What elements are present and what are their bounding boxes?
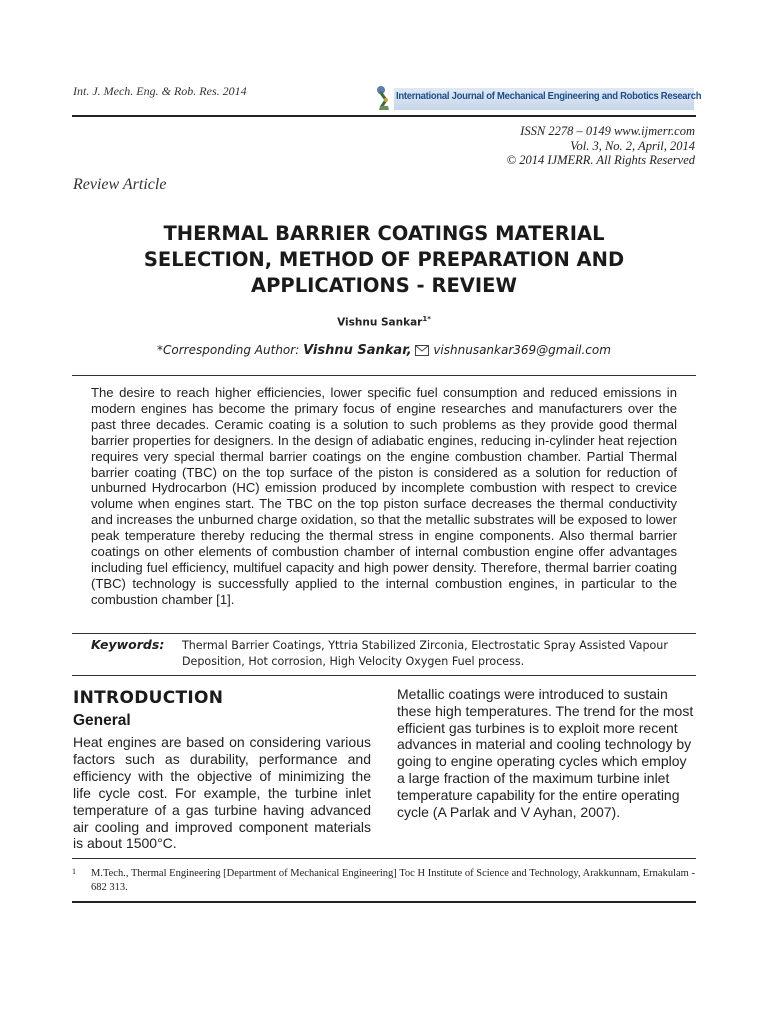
- author-marks: 1*: [422, 315, 431, 323]
- subsection-heading: General: [73, 712, 131, 729]
- corresponding-email[interactable]: vishnusankar369@gmail.com: [433, 343, 611, 357]
- article-type: Review Article: [73, 176, 167, 193]
- author-name: Vishnu Sankar: [337, 316, 423, 329]
- section-heading: INTRODUCTION: [73, 688, 224, 708]
- footnote-text: M.Tech., Thermal Engineering [Department of Mechanical Engineering] Toc H Institute of Science and Technology, Arakkunnam, Ernakulam - 682 313.: [91, 868, 695, 893]
- envelope-icon: [415, 345, 429, 356]
- corresponding-author: [73, 343, 695, 358]
- footnote-rule: [72, 858, 696, 859]
- journal-logo: [372, 84, 702, 112]
- title-line: APPLICATIONS - REVIEW: [251, 274, 517, 297]
- keywords-label: Keywords:: [91, 637, 165, 652]
- footer-rule: [72, 901, 696, 903]
- copyright-line: © 2014 IJMERR. All Rights Reserved: [506, 153, 695, 167]
- abstract-top-rule: [72, 375, 696, 376]
- abstract-text: The desire to reach higher efficiencies, lower specific fuel consumption and reduced emissions in modern engines has become the primary focus of engine researches and manufacturers over the past three decades. Ceramic coating is a solution to such problems as they provide good thermal barrier properties for designers. In the design of adiabatic engines, reducing in-cylinder heat rejection requires very special thermal barrier coatings on the engine combustion chamber. Partial Thermal barrier coating (TBC) on the top surface of the piston is considered as a solution for reduction of unburned Hydrocarbon (HC) emission produced by incomplete combustion with respect to crevice volume when engines start. The TBC on the top piston surface decreases the thermal conductivity and increases the unburned charge oxidation, so that the metallic substrates will be exposed to lower peak temperature thereby reducing the thermal stress in engine components. Also thermal barrier coatings on other elements of combustion chamber of internal combustion engine offer advantages including fuel efficiency, multifuel capacity and high power density. Therefore, thermal barrier coating (TBC) technology is successfully applied to the internal combustion engines, in particular to the combustion chamber [1].: [91, 385, 677, 607]
- title-line: THERMAL BARRIER COATINGS MATERIAL: [163, 222, 605, 245]
- journal-abbreviation: Int. J. Mech. Eng. & Rob. Res. 2014: [73, 84, 247, 98]
- volume-line: Vol. 3, No. 2, April, 2014: [570, 139, 695, 153]
- keywords-bottom-rule: [72, 675, 696, 676]
- header-rule: [72, 115, 696, 117]
- issn-line: ISSN 2278 – 0149 www.ijmerr.com: [520, 124, 695, 138]
- article-title: [73, 221, 695, 299]
- keywords-text: Thermal Barrier Coatings, Yttria Stabilized Zirconia, Electrostatic Spray Assisted Vapour Deposition, Hot corrosion, High Velocity Oxygen Fuel process.: [182, 639, 668, 668]
- title-line: SELECTION, METHOD OF PREPARATION AND: [143, 248, 625, 271]
- logo-text: International Journal of Mechanical Engineering and Robotics Research: [396, 91, 702, 102]
- corresponding-label: *Corresponding Author:: [157, 343, 300, 357]
- author-line: [73, 315, 695, 329]
- corresponding-name: Vishnu Sankar,: [303, 343, 412, 358]
- body-left-column: Heat engines are based on considering various factors such as durability, performance and efficiency with the objective of minimizing the life cycle cost. For example, the turbine inlet temperature of a gas turbine having advanced air cooling and improved component materials is about 1500°C.: [73, 734, 371, 852]
- body-right-column: Metallic coatings were introduced to sustain these high temperatures. The trend for the most efficient gas turbines is to exploit more recent advances in material and cooling technology by going to engine operating cycles which employ a large fraction of the maximum turbine inlet temperature capability for the entire operating cycle (A Parlak and V Ayhan, 2007).: [397, 686, 694, 820]
- keywords-top-rule: [72, 633, 696, 634]
- footnote-mark: 1: [72, 867, 76, 876]
